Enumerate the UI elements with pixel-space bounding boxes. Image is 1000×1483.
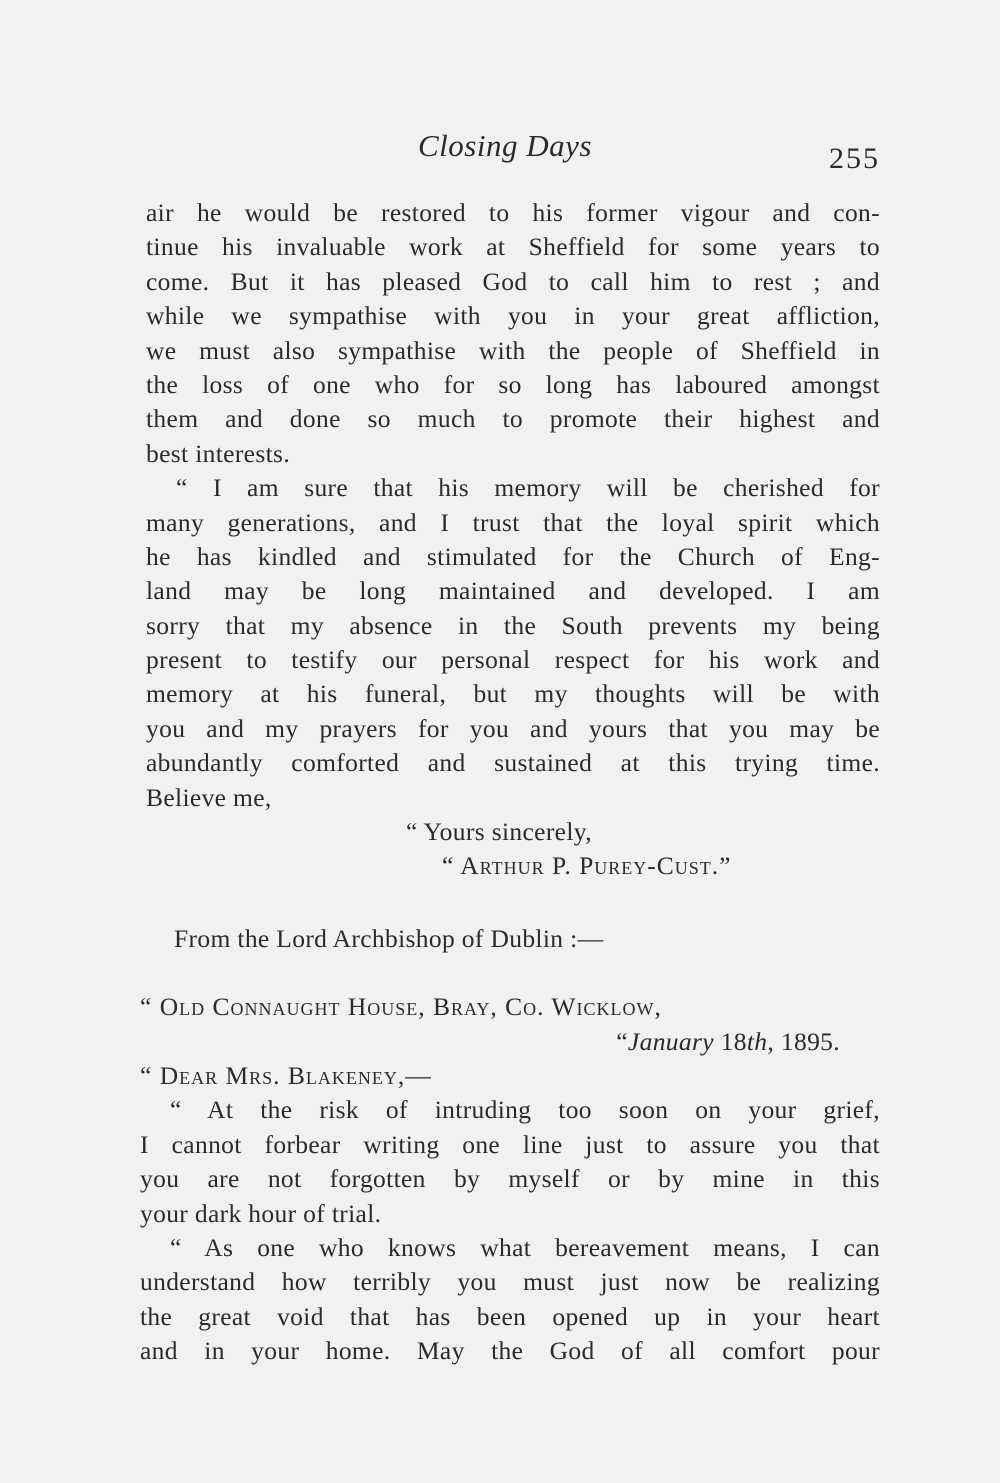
text-line: he has kindled and stimulated for the Church of Eng-	[146, 541, 880, 571]
paragraph-2	[146, 471, 880, 815]
text-line: sorry that my absence in the South prevents my being	[146, 610, 880, 640]
text-line: the loss of one who for so long has laboured amongst	[146, 369, 880, 399]
letter-dublin	[140, 990, 880, 1368]
text-line: and in your home. May the God of all comfort pour	[140, 1336, 880, 1366]
text-line: abundantly comforted and sustained at this trying time.	[146, 748, 880, 778]
letter-address: “ Old Connaught House, Bray, Co. Wicklow,	[140, 992, 662, 1022]
text-line: come. But it has pleased God to call him to rest ; and	[146, 266, 880, 296]
text-line: I cannot forbear writing one line just to assure you that	[140, 1129, 880, 1159]
text-line: while we sympathise with you in your great affliction,	[146, 301, 880, 331]
page-body	[140, 196, 880, 1369]
date-prefix: “	[616, 1026, 628, 1056]
text-line: we must also sympathise with the people of Sheffield in	[146, 335, 880, 365]
text-line: you and my prayers for you and yours that you may be	[146, 713, 880, 743]
running-title: Closing Days	[418, 128, 592, 163]
text-line: “ I am sure that his memory will be cherished for	[176, 473, 880, 503]
date-month: January	[627, 1026, 714, 1056]
text-line: many generations, and I trust that the loyal spirit which	[146, 507, 880, 537]
paragraph-1	[146, 196, 880, 471]
paragraph-3	[140, 1093, 880, 1231]
running-head	[140, 128, 880, 175]
text-line: the great void that has been opened up in your heart	[140, 1301, 880, 1331]
date-day: 18	[713, 1026, 747, 1056]
letter-date	[140, 1025, 880, 1059]
paragraph-4	[140, 1231, 880, 1369]
letter-signoff: “ Yours sincerely,	[406, 817, 592, 847]
letter-salutation: “ Dear Mrs. Blakeney,—	[140, 1060, 432, 1090]
section-gap	[146, 884, 880, 922]
text-line: “ At the risk of intruding too soon on your grief,	[170, 1095, 880, 1125]
text-line: land may be long maintained and developed. I am	[146, 576, 880, 606]
text-line: tinue his invaluable work at Sheffield for some years to	[146, 232, 880, 262]
section-gap	[146, 956, 880, 990]
date-year: 1895.	[774, 1026, 840, 1056]
text-line: best interests.	[146, 438, 291, 468]
text-line: present to testify our personal respect for his work and	[146, 645, 880, 675]
text-line: them and done so much to promote their highest and	[146, 404, 880, 434]
page-number: 255	[829, 142, 880, 175]
date-suffix: th,	[746, 1026, 775, 1056]
text-line: understand how terribly you must just now be realizing	[140, 1267, 880, 1297]
letter-intro: From the Lord Archbishop of Dublin :—	[174, 923, 604, 953]
text-line: “ As one who knows what bereavement means, I can	[170, 1232, 880, 1262]
text-line: air he would be restored to his former vigour and con-	[146, 198, 880, 227]
text-line: memory at his funeral, but my thoughts will be with	[146, 679, 880, 709]
letter-signature: “ Arthur P. Purey-Cust.”	[442, 851, 732, 881]
text-line: your dark hour of trial.	[140, 1198, 382, 1228]
text-line: you are not forgotten by myself or by mine in this	[140, 1164, 880, 1194]
text-line: Believe me,	[146, 782, 272, 812]
